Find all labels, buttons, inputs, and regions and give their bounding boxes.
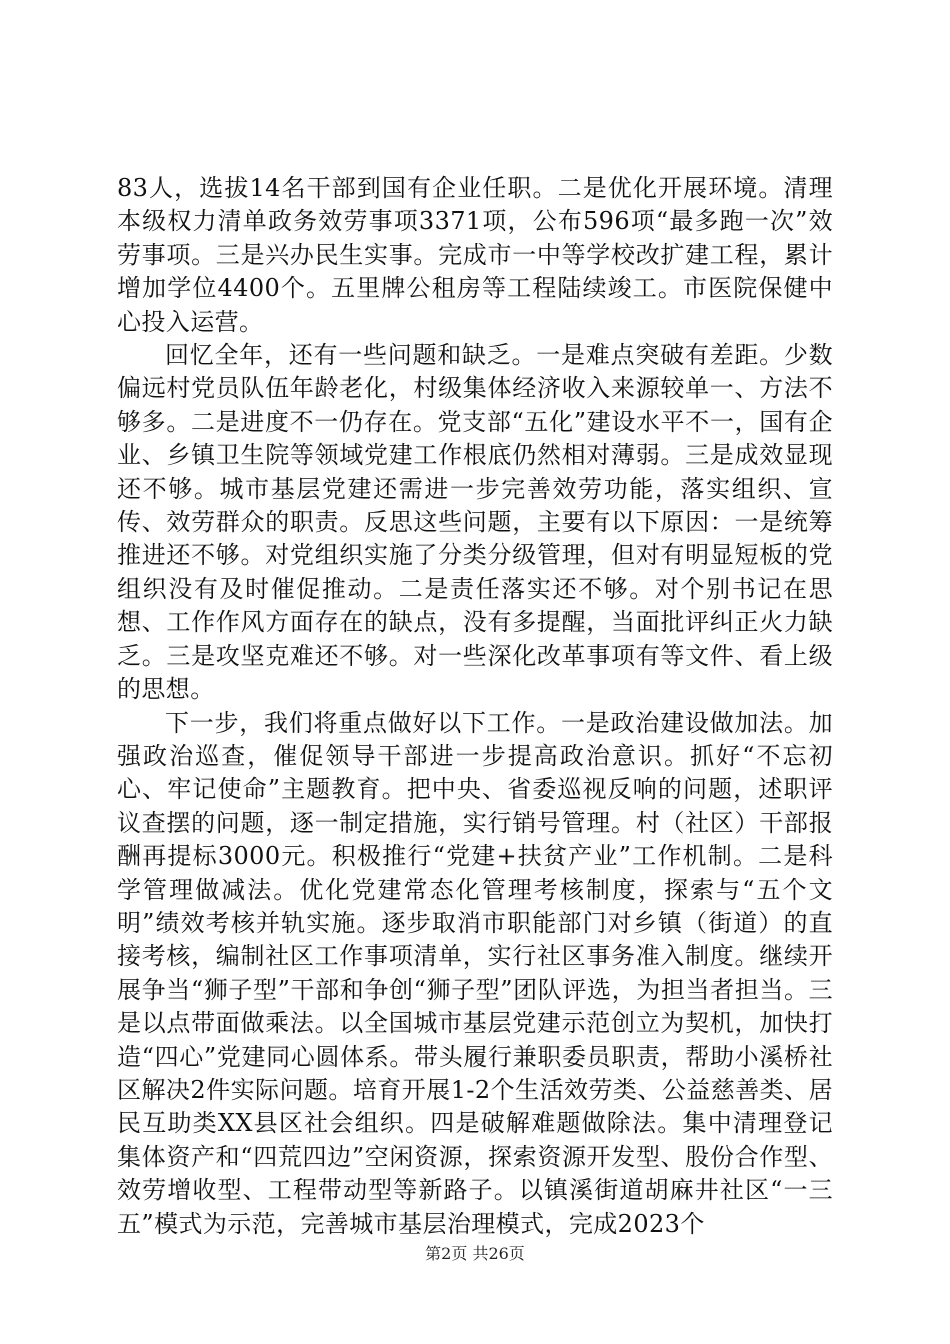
paragraph-next-steps: 下一步，我们将重点做好以下工作。一是政治建设做加法。加强政治巡查，催促领导干部进一步提高政治意识。抓好“不忘初心、牢记使命”主题教育。把中央、省委巡视反响的问题，述职评议查摆的问题，逐一制定措施，实行销号管理。村（社区）干部报酬再提标3000元。积极推行“党建+扶贫产业”工作机制。二是科学管理做减法。优化党建常态化管理考核制度，探索与“五个文明”绩效考核并轨实施。逐步取消市职能部门对乡镇（街道）的直接考核，编制社区工作事项清单，实行社区事务准入制度。继续开展争当“狮子型”干部和争创“狮子型”团队评选，为担当者担当。三是以点带面做乘法。以全国城市基层党建示范创立为契机，加快打造“四心”党建同心圆体系。带头履行兼职委员职责，帮助小溪桥社区解决2件实际问题。培育开展1-2个生活效劳类、公益慈善类、居民互助类XX县区社会组织。四是破解难题做除法。集中清理登记集体资产和“四荒四边”空闲资源，探索资源开发型、股份合作型、效劳增收型、工程带动型等新路子。以镇溪街道胡麻井社区“一三五”模式为示范，完善城市基层治理模式，完成2023个	[117, 708, 833, 1238]
page-number-footer: 第2页 共26页	[425, 1244, 525, 1263]
document-body	[117, 172, 833, 1241]
paragraph-continuation: 83人，选拔14名干部到国有企业任职。二是优化开展环境。清理本级权力清单政务效劳事项3371项，公布596项“最多跑一次”效劳事项。三是兴办民生实事。完成市一中等学校改扩建工程，累计增加学位4400个。五里牌公租房等工程陆续竣工。市医院保健中心投入运营。	[117, 174, 833, 336]
paragraph-review: 回忆全年，还有一些问题和缺乏。一是难点突破有差距。少数偏远村党员队伍年龄老化，村级集体经济收入来源较单一、方法不够多。二是进度不一仍存在。党支部“五化”建设水平不一，国有企业、乡镇卫生院等领域党建工作根底仍然相对薄弱。三是成效显现还不够。城市基层党建还需进一步完善效劳功能，落实组织、宣传、效劳群众的职责。反思这些问题，主要有以下原因：一是统筹推进还不够。对党组织实施了分类分级管理，但对有明显短板的党组织没有及时催促推动。二是责任落实还不够。对个别书记在思想、工作作风方面存在的缺点，没有多提醒，当面批评纠正火力缺乏。三是攻坚克难还不够。对一些深化改革事项有等文件、看上级的思想。	[117, 341, 833, 704]
